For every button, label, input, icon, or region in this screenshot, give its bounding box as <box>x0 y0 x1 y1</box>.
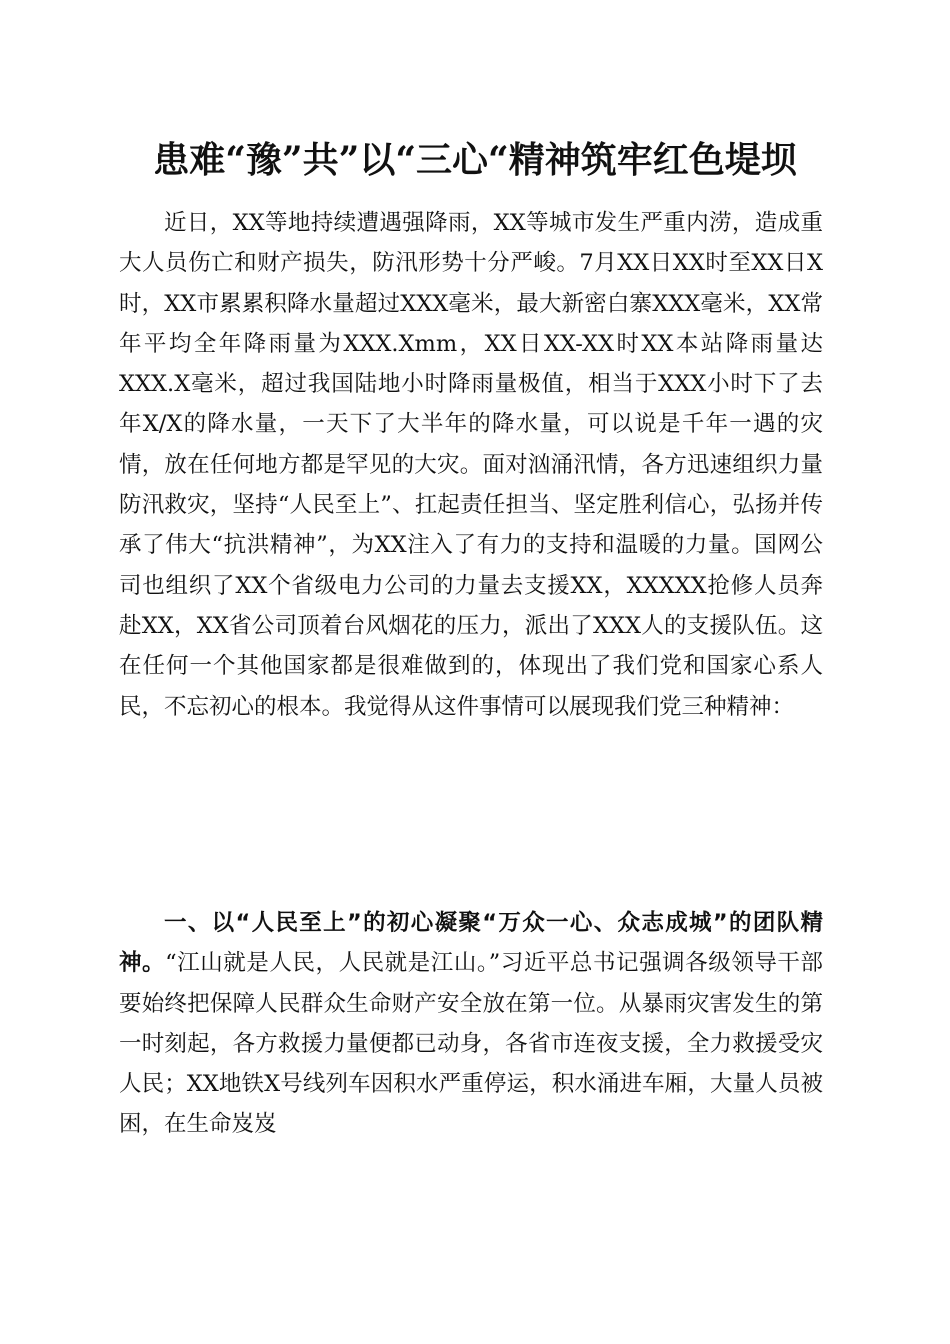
section-1-paragraph <box>119 903 823 1145</box>
document-title: 患难“豫”共”以“三心“精神筑牢红色堤坝 <box>153 139 797 181</box>
section-1-heading: 一、以“人民至上”的初心凝聚“万众一心、众志成城”的团队精神。 <box>119 910 823 977</box>
section-1-text: “江山就是人民，人民就是江山。”习近平总书记强调各级领导干部要始终把保障人民群众生命财产安全放在第一位。从暴雨灾害发生的第一时刻起，各方救援力量便都已动身，各省市连夜支援，全力救援受灾人民；XX地铁X号线列车因积水严重停运，积水涌进车厢，大量人员被困，在生命岌岌 <box>119 950 823 1138</box>
intro-paragraph: 近日，XX等地持续遭遇强降雨，XX等城市发生严重内涝，造成重大人员伤亡和财产损失，防汛形势十分严峻。7月XX日XX时至XX日X时，XX市累累积降水量超过XXX毫米，最大新密白寨XXX毫米，XX常年平均全年降雨量为XXX.Xmm，XX日XX-XX时XX本站降雨量达XXX.X毫米，超过我国陆地小时降雨量极值，相当于XXX小时下了去年X/X的降水量，一天下了大半年的降水量，可以说是千年一遇的灾情，放在任何地方都是罕见的大灾。面对汹涌汛情，各方迅速组织力量防汛救灾，坚持“人民至上”、扛起责任担当、坚定胜利信心，弘扬并传承了伟大“抗洪精神”，为XX注入了有力的支持和温暖的力量。国网公司也组织了XX个省级电力公司的力量去支援XX，XXXXX抢修人员奔赴XX，XX省公司顶着台风烟花的压力，派出了XXX人的支援队伍。这在任何一个其他国家都是很难做到的，体现出了我们党和国家心系人民，不忘初心的根本。我觉得从这件事情可以展现我们党三种精神： <box>119 210 823 720</box>
